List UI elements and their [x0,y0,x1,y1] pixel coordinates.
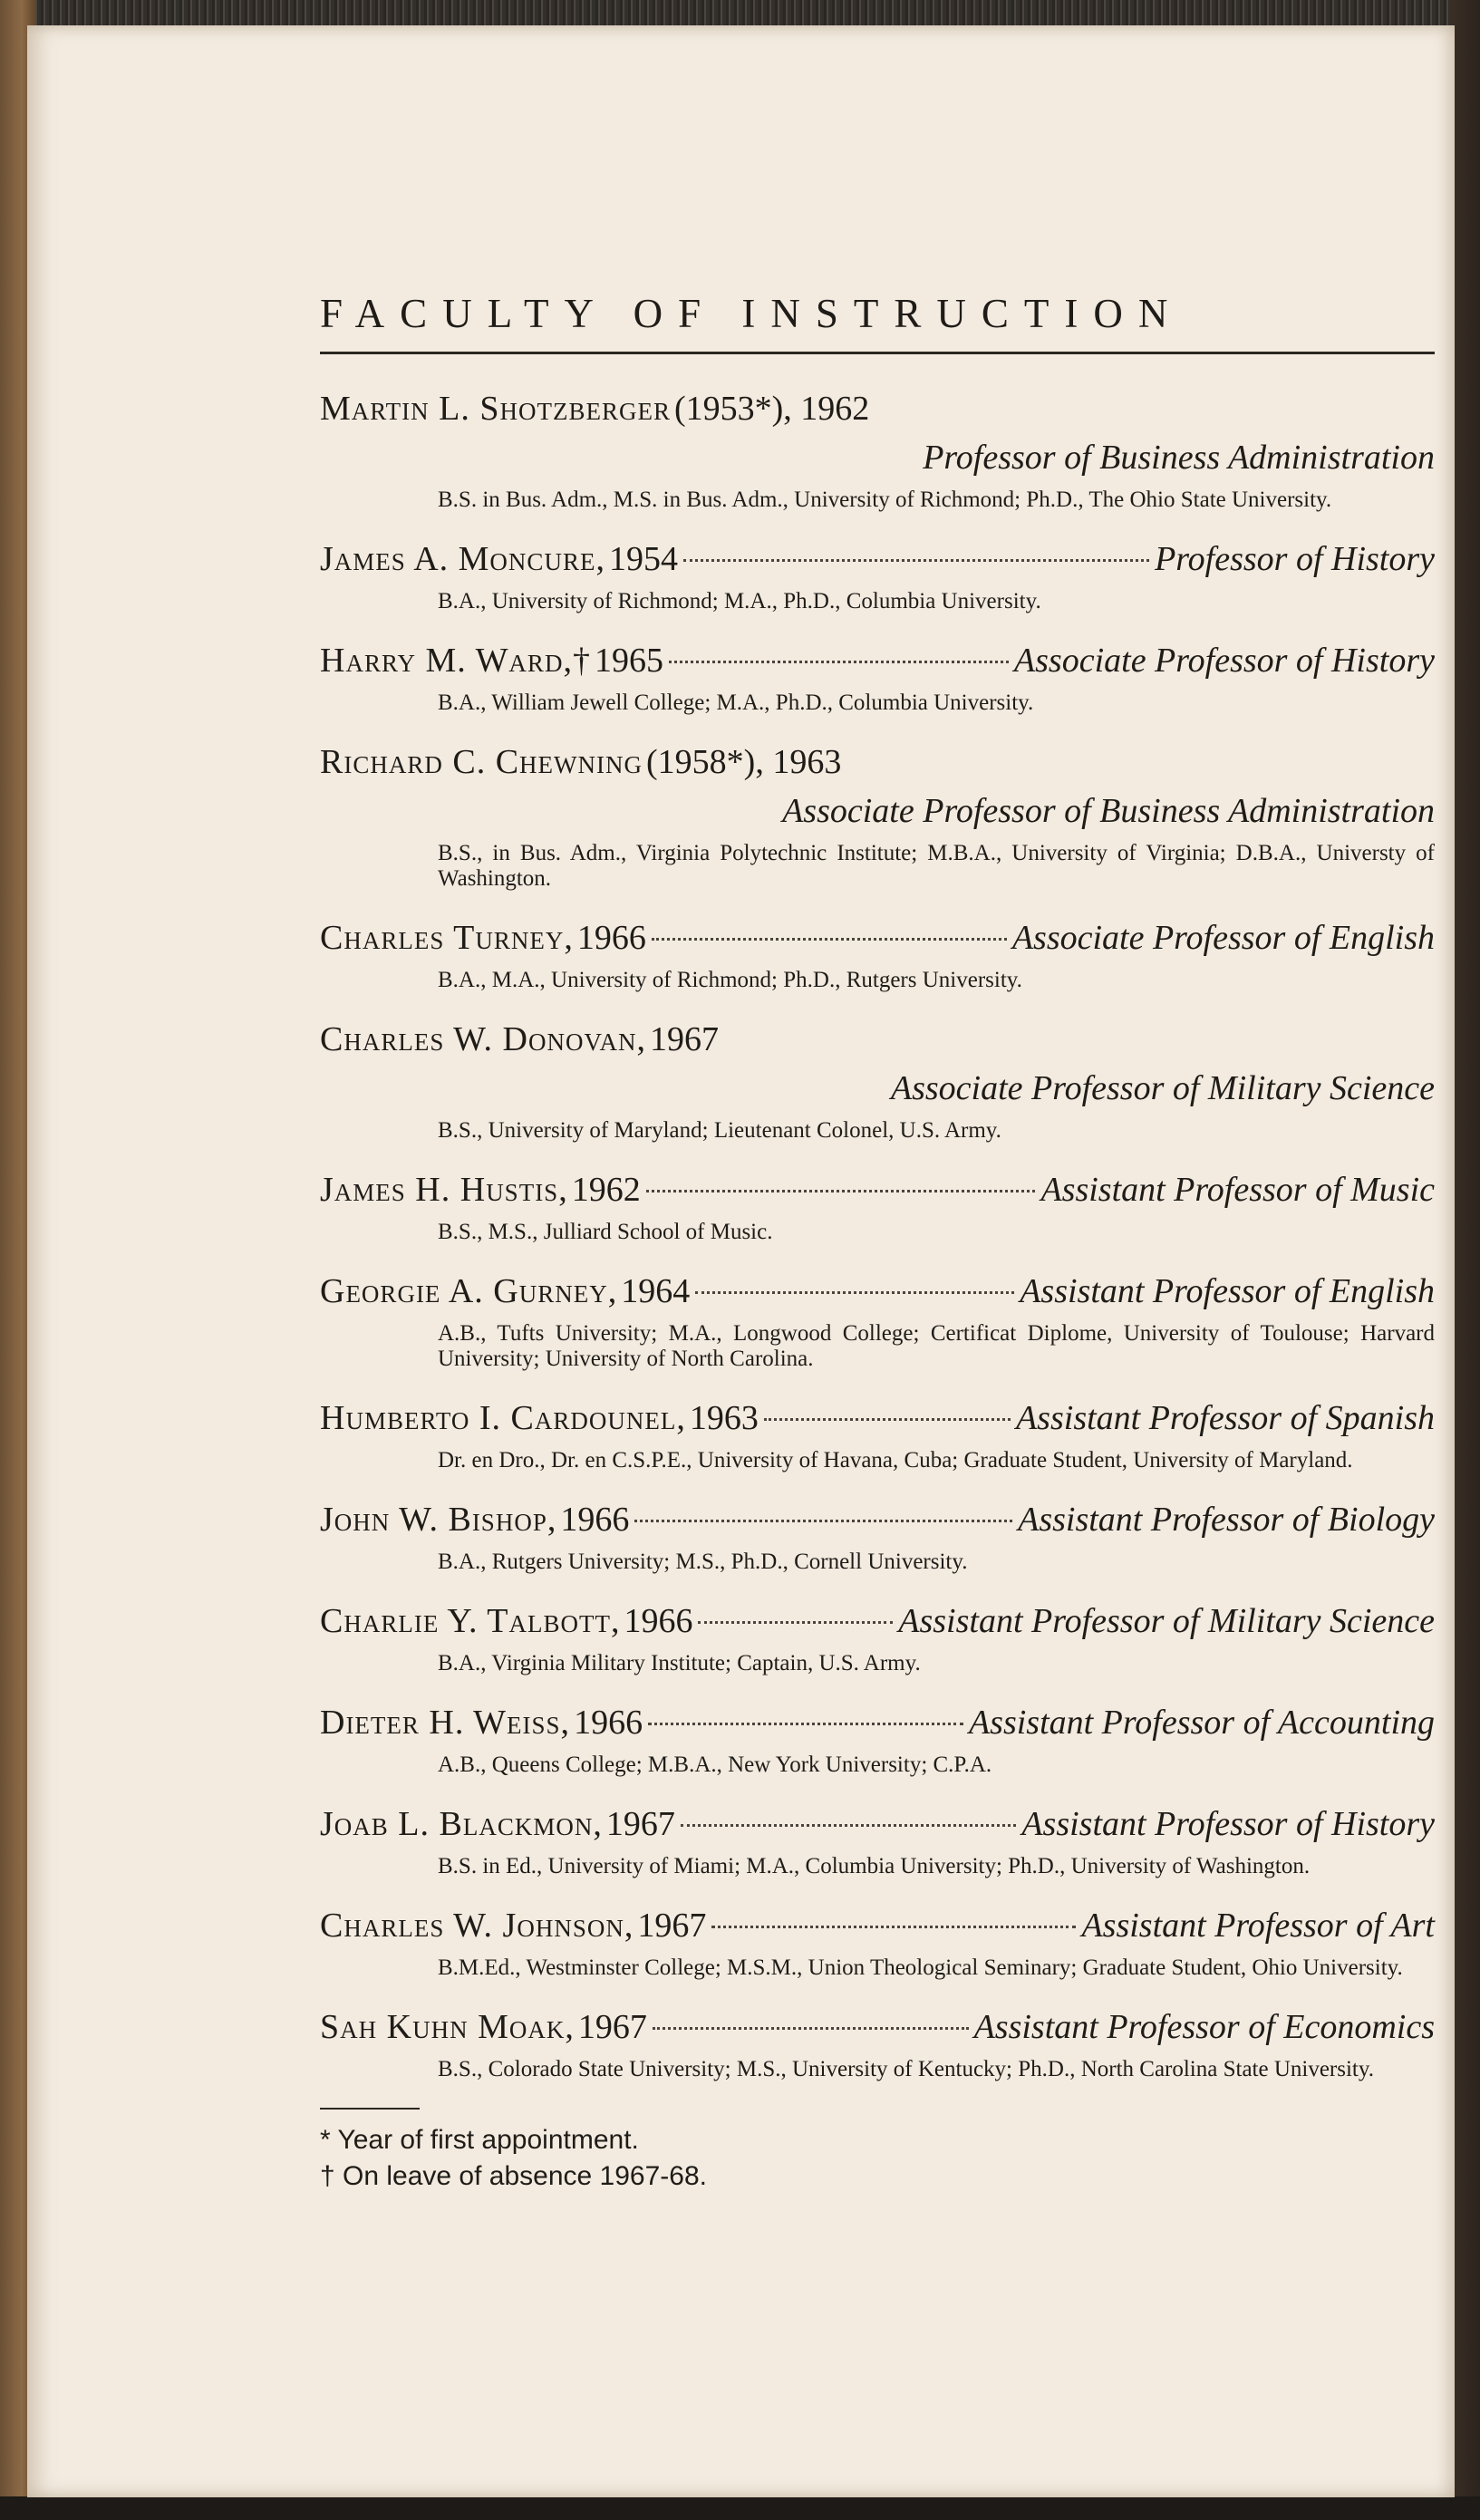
faculty-name: John W. Bishop, [320,1501,557,1539]
footnote-leave-of-absence: † On leave of absence 1967-68. [320,2161,707,2191]
faculty-title: Assistant Professor of Accounting [968,1704,1435,1742]
faculty-degrees: B.S., in Bus. Adm., Virginia Polytechnic Institute; M.B.A., University of Virginia; D.B.A., Universty of Washington. [438,841,1435,891]
faculty-entry [320,538,1435,614]
faculty-degrees: B.S., M.S., Julliard School of Music. [438,1220,773,1244]
book-cover-bottom [0,2496,1480,2520]
faculty-year: 1966 [560,1501,630,1539]
faculty-year: 1967 [577,2008,647,2046]
faculty-degrees: B.S., University of Maryland; Lieutenant Colonel, U.S. Army. [438,1118,1001,1143]
faculty-name: Joab L. Blackmon, [320,1805,603,1843]
faculty-title: Assistant Professor of Biology [1018,1501,1435,1539]
faculty-title: Assistant Professor of History [1021,1805,1435,1843]
faculty-name: Dieter H. Weiss, [320,1704,571,1742]
faculty-degrees: B.A., M.A., University of Richmond; Ph.D., Rutgers University. [438,968,1022,992]
faculty-list [320,388,1435,2195]
faculty-degrees: B.S., Colorado State University; M.S., University of Kentucky; Ph.D., North Carolina State University. [438,2057,1375,2081]
faculty-entry [320,1019,1435,1144]
page-heading: FACULTY OF INSTRUCTION [320,291,1184,336]
faculty-title: Assistant Professor of Economics [973,2008,1435,2046]
faculty-name: Richard C. Chewning [320,743,643,781]
dot-leader [634,1520,1012,1522]
faculty-year: 1967 [637,1907,707,1945]
faculty-year: 1963 [689,1399,759,1437]
faculty-entry [320,388,1435,513]
faculty-name: James A. Moncure, [320,540,605,578]
faculty-entry [320,1169,1435,1245]
faculty-year: (1953*), 1962 [674,390,870,428]
faculty-title: Associate Professor of Military Science [890,1069,1435,1107]
faculty-degrees: B.A., Rutgers University; M.S., Ph.D., Cornell University. [438,1550,968,1574]
faculty-entry [320,1803,1435,1879]
faculty-degrees: Dr. en Dro., Dr. en C.S.P.E., University of Havana, Cuba; Graduate Student, University of Maryland. [438,1448,1353,1472]
faculty-name: Martin L. Shotzberger [320,390,671,428]
faculty-degrees: B.S. in Ed., University of Miami; M.A., Columbia University; Ph.D., University of Washington. [438,1854,1311,1878]
faculty-title: Professor of History [1155,540,1435,578]
faculty-year: 1954 [608,540,678,578]
dot-leader [653,2027,969,2030]
faculty-entry [320,640,1435,716]
faculty-year: 1966 [624,1602,693,1640]
dot-leader [648,1723,963,1725]
faculty-entry [320,1499,1435,1575]
dot-leader [646,1190,1036,1192]
faculty-year: 1965 [594,642,663,680]
document-page [27,25,1455,2497]
faculty-name: Charlie Y. Talbott, [320,1602,621,1640]
faculty-title: Assistant Professor of Music [1040,1171,1435,1209]
faculty-title: Professor of Business Administration [923,439,1435,477]
dot-leader [669,661,1009,663]
faculty-year: (1958*), 1963 [646,743,842,781]
faculty-year: 1966 [576,919,646,957]
faculty-entry [320,1702,1435,1778]
faculty-name: Georgie A. Gurney, [320,1272,618,1310]
faculty-year: 1962 [571,1171,641,1209]
faculty-entry [320,917,1435,993]
faculty-title: Associate Professor of History [1013,642,1435,680]
faculty-degrees: B.S. in Bus. Adm., M.S. in Bus. Adm., University of Richmond; Ph.D., The Ohio State University. [438,488,1332,512]
faculty-year: 1964 [621,1272,691,1310]
dot-leader [683,559,1149,562]
faculty-name: Charles W. Donovan, [320,1020,646,1058]
faculty-title: Assistant Professor of English [1020,1272,1435,1310]
faculty-degrees: A.B., Tufts University; M.A., Longwood College; Certificat Diplome, University of Toulouse; Harvard University; University of North Carolina. [438,1321,1435,1371]
footnote-rule [320,2108,420,2110]
faculty-name: Charles W. Johnson, [320,1907,634,1945]
faculty-title: Assistant Professor of Spanish [1015,1399,1435,1437]
heading-rule [320,352,1435,354]
faculty-degrees: B.A., University of Richmond; M.A., Ph.D., Columbia University. [438,589,1041,613]
faculty-year: 1967 [605,1805,675,1843]
faculty-entry [320,1397,1435,1473]
book-cover-top [0,0,1480,27]
dot-leader [681,1824,1016,1827]
dot-leader [711,1926,1076,1928]
dot-leader [698,1621,893,1624]
faculty-name: Harry M. Ward,† [320,642,591,680]
faculty-entry [320,1270,1435,1372]
faculty-year: 1966 [574,1704,643,1742]
footnote-first-appointment: * Year of first appointment. [320,2125,639,2155]
faculty-name: James H. Hustis, [320,1171,568,1209]
faculty-degrees: B.M.Ed., Westminster College; M.S.M., Union Theological Seminary; Graduate Student, Ohio University. [438,1955,1403,1980]
faculty-title: Assistant Professor of Art [1081,1907,1435,1945]
dot-leader [764,1418,1011,1421]
faculty-degrees: A.B., Queens College; M.B.A., New York University; C.P.A. [438,1752,992,1777]
faculty-degrees: B.A., Virginia Military Institute; Captain, U.S. Army. [438,1651,921,1675]
faculty-entry [320,2006,1435,2082]
faculty-entry [320,1905,1435,1981]
faculty-degrees: B.A., William Jewell College; M.A., Ph.D., Columbia University. [438,690,1034,715]
faculty-year: 1967 [650,1020,719,1058]
faculty-title: Associate Professor of English [1011,919,1435,957]
faculty-entry [320,1600,1435,1676]
faculty-name: Charles Turney, [320,919,574,957]
dot-leader [652,938,1007,941]
dot-leader [695,1291,1014,1294]
faculty-title: Assistant Professor of Military Science [898,1602,1435,1640]
faculty-entry [320,741,1435,892]
faculty-name: Sah Kuhn Moak, [320,2008,575,2046]
faculty-name: Humberto I. Cardounel, [320,1399,686,1437]
faculty-title: Associate Professor of Business Administration [782,792,1435,830]
